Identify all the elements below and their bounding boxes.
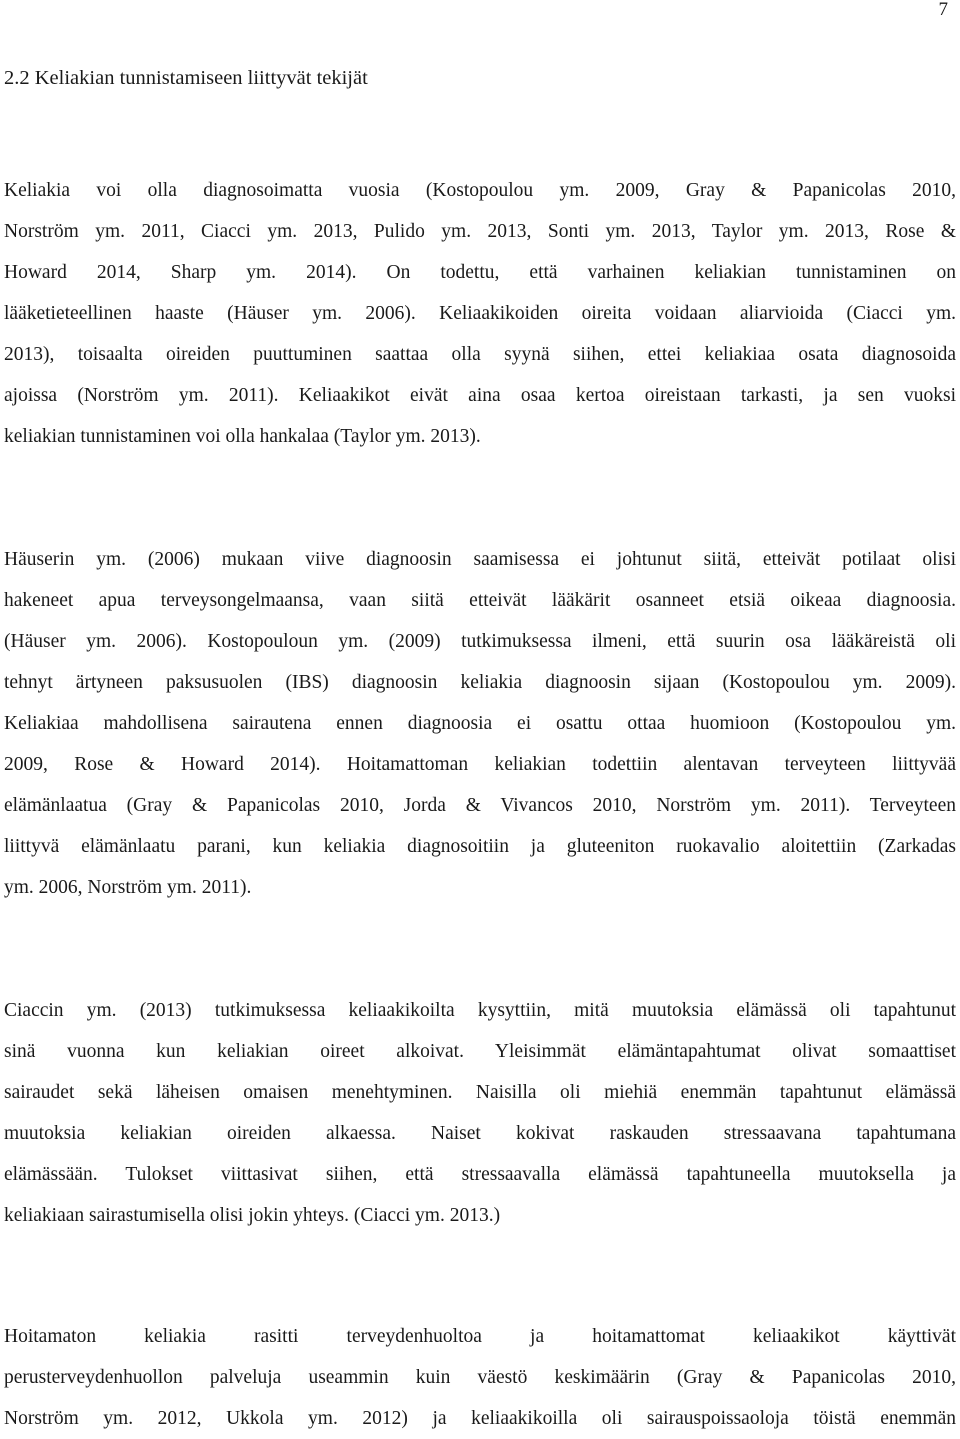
text-line: (Häuser ym. 2006). Kostopouloun ym. (2009) tutkimuksessa ilmeni, että suurin osa lääkäreistä oli [4, 631, 956, 652]
text-line: hakeneet apua terveysongelmaansa, vaan siitä etteivät lääkärit osanneet etsiä oikeaa diagnoosia. [4, 590, 956, 611]
text-line: 2009, Rose & Howard 2014). Hoitamattoman keliakian todettiin alentavan terveyteen liittyvää [4, 754, 956, 775]
text-line: muutoksia keliakian oireiden alkaessa. Naiset kokivat raskauden stressaavana tapahtumana [4, 1123, 956, 1144]
text-line: Ciaccin ym. (2013) tutkimuksessa keliaakikoilta kysyttiin, mitä muutoksia elämässä oli tapahtunut [4, 1000, 956, 1021]
text-line: Norström ym. 2012, Ukkola ym. 2012) ja keliaakikoilla oli sairauspoissaoloja töistä enemmän [4, 1408, 956, 1429]
text-line: Keliakia voi olla diagnosoimatta vuosia (Kostopoulou ym. 2009, Gray & Papanicolas 2010, [4, 180, 956, 201]
page-number: 7 [938, 0, 948, 20]
text-line: Hoitamaton keliakia rasitti terveydenhuoltoa ja hoitamattomat keliaakikot käyttivät [4, 1326, 956, 1347]
text-line: tehnyt ärtyneen paksusuolen (IBS) diagnoosin keliakia diagnoosin sijaan (Kostopoulou ym. 2009). [4, 672, 956, 693]
paragraph-4 [4, 1316, 956, 1439]
paragraph-2 [4, 539, 956, 908]
text-line: Norström ym. 2011, Ciacci ym. 2013, Pulido ym. 2013, Sonti ym. 2013, Taylor ym. 2013, Rose & [4, 221, 956, 242]
text-line: keliakian tunnistaminen voi olla hankalaa (Taylor ym. 2013). [4, 426, 481, 447]
paragraph-3 [4, 990, 956, 1236]
text-line: perusterveydenhuollon palveluja useammin kuin väestö keskimäärin (Gray & Papanicolas 2010, [4, 1367, 956, 1388]
text-line: ym. 2006, Norström ym. 2011). [4, 877, 252, 898]
text-line: Häuserin ym. (2006) mukaan viive diagnoosin saamisessa ei johtunut siitä, etteivät potilaat olisi [4, 549, 956, 570]
text-line: ajoissa (Norström ym. 2011). Keliaakikot eivät aina osaa kertoa oireistaan tarkasti, ja sen vuoksi [4, 385, 956, 406]
text-line: sinä vuonna kun keliakian oireet alkoivat. Yleisimmät elämäntapahtumat olivat somaattiset [4, 1041, 956, 1062]
text-line: liittyvä elämänlaatu parani, kun keliakia diagnosoitiin ja gluteeniton ruokavalio aloitettiin (Zarkadas [4, 836, 956, 857]
text-line: keliakiaan sairastumisella olisi jokin yhteys. (Ciacci ym. 2013.) [4, 1205, 501, 1226]
section-heading: 2.2 Keliakian tunnistamiseen liittyvät tekijät [4, 67, 368, 89]
text-line: elämänlaatua (Gray & Papanicolas 2010, Jorda & Vivancos 2010, Norström ym. 2011). Terveyteen [4, 795, 956, 816]
text-line: 2013), toisaalta oireiden puuttuminen saattaa olla syynä siihen, ettei keliakiaa osata diagnosoida [4, 344, 956, 365]
text-line: Howard 2014, Sharp ym. 2014). On todettu, että varhainen keliakian tunnistaminen on [4, 262, 956, 283]
paragraph-1 [4, 170, 956, 457]
text-line: lääketieteellinen haaste (Häuser ym. 2006). Keliaakikoiden oireita voidaan aliarvioida (Ciacci ym. [4, 303, 956, 324]
text-line: elämässään. Tulokset viittasivat siihen, että stressaavalla elämässä tapahtuneella muutoksella ja [4, 1164, 956, 1185]
text-line: Keliakiaa mahdollisena sairautena ennen diagnoosia ei osattu ottaa huomioon (Kostopoulou ym. [4, 713, 956, 734]
text-line: sairaudet sekä läheisen omaisen menehtyminen. Naisilla oli miehiä enemmän tapahtunut elämässä [4, 1082, 956, 1103]
